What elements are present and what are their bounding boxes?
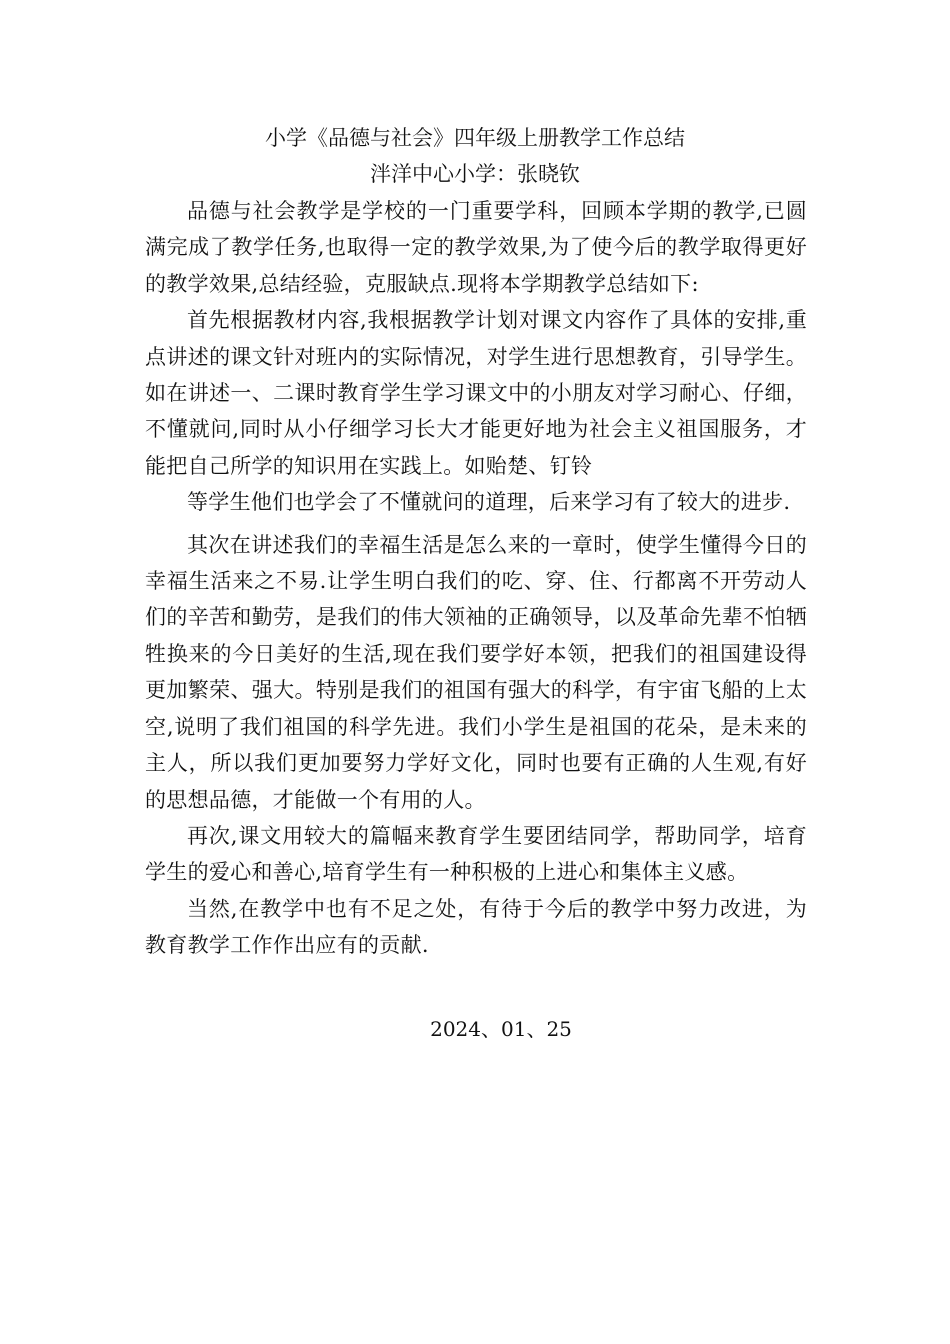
document-title: 小学《品德与社会》四年级上册教学工作总结	[265, 126, 685, 150]
document-author: 泮洋中心小学：张晓钦	[370, 162, 580, 186]
paragraph-first: 首先根据教材内容,我根据教学计划对课文内容作了具体的安排,重点讲述的课文针对班内的实际情况，对学生进行思想教育，引导学生。如在讲述一、二课时教育学生学习课文中的小朋友对学习耐心、仔细，不懂就问,同时从小仔细学习长大才能更好地为社会主义祖国服务，才能把自己所学的知识用在实践上。如贻楚、钉铃	[145, 308, 807, 478]
paragraph-third: 再次,课文用较大的篇幅来教育学生要团结同学，帮助同学，培育学生的爱心和善心,培育学生有一种积极的上进心和集体主义感。	[145, 823, 807, 885]
paragraph-first-continued: 等学生他们也学会了不懂就问的道理，后来学习有了较大的进步.	[187, 490, 791, 515]
document-body	[145, 193, 807, 964]
paragraph-second: 其次在讲述我们的幸福生活是怎么来的一章时，使学生懂得今日的幸福生活来之不易.让学生明白我们的吃、穿、住、行都离不开劳动人们的辛苦和勤劳，是我们的伟大领袖的正确领导，以及革命先辈不怕牺牲换来的今日美好的生活,现在我们要学好本领，把我们的祖国建设得更加繁荣、强大。特别是我们的祖国有强大的科学，有宇宙飞船的上太空,说明了我们祖国的科学先进。我们小学生是祖国的花朵，是未来的主人，所以我们更加要努力学好文化，同时也要有正确的人生观,有好的思想品德，才能做一个有用的人。	[145, 532, 807, 812]
paragraph-conclusion: 当然,在教学中也有不足之处，有待于今后的教学中努力改进，为教育教学工作作出应有的贡献.	[145, 896, 807, 958]
document-date: 2024、01、25	[430, 1017, 572, 1041]
paragraph-intro: 品德与社会教学是学校的一门重要学科，回顾本学期的教学,已圆满完成了教学任务,也取得一定的教学效果,为了使今后的教学取得更好的教学效果,总结经验，克服缺点.现将本学期教学总结如下:	[145, 199, 807, 296]
